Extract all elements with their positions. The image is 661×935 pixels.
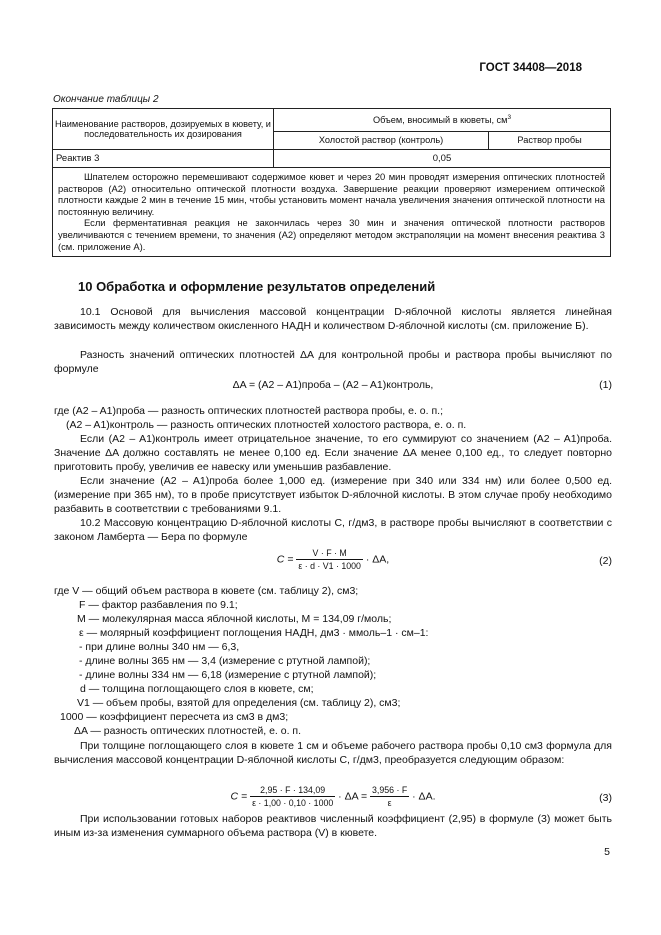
reagent-3-label: Реактив 3 [53, 150, 274, 168]
table-note [53, 168, 611, 257]
definition-F: F — фактор разбавления по 9.1; [79, 599, 238, 611]
definition-V1: V1 — объем пробы, взятой для определения (см. таблицу 2), см3; [77, 697, 401, 709]
where-line-1: где (A2 – A1)проба — разность оптических плотностей раствора пробы, е. о. п.; [54, 405, 443, 417]
formula-3-number: (3) [599, 792, 612, 804]
definition-d: d — толщина поглощающего слоя в кювете, см; [80, 683, 314, 695]
table-note-row [53, 168, 611, 257]
formula-2 [54, 546, 612, 576]
solutions-column-header: Наименование растворов, дозируемых в кювету, и последовательность их дозирования [53, 109, 274, 150]
blank-solution-header: Холостой раствор (контроль) [274, 131, 489, 149]
definition-epsilon: ε — молярный коэффициент поглощения НАДН, дм3 · ммоль–1 · см–1: [79, 627, 429, 639]
section-heading: 10 Обработка и оформление результатов определений [78, 279, 436, 294]
reagent-table [52, 108, 611, 257]
definition-epsilon-340: - при длине волны 340 нм — 6,3, [79, 641, 240, 653]
paragraph-negative: Если (A2 – A1)контроль имеет отрицательное значение, то его суммируют со значением (A2 – A1)проба. Значение ΔA должно составлять не менее 0,100 ед. Если значение ΔA менее 0,100 ед., то следует повторно приготовить пробу, увеличив ее навеску или уменьшив разбавление. [54, 433, 612, 474]
reagent-3-volume: 0,05 [274, 150, 611, 168]
formula-2-number: (2) [599, 555, 612, 567]
definition-1000: 1000 — коэффициент пересчета из см3 в дм3; [60, 711, 289, 723]
sample-solution-header: Раствор пробы [489, 131, 611, 149]
paragraph-difference: Разность значений оптических плотностей ΔA для контрольной пробы и раствора пробы вычисляют по формуле [54, 349, 612, 376]
formula-2-fraction: $\frac{V \cdot F \cdot M}{\varepsilon \cdot d \cdot V1 \cdot 1000}$ [298, 548, 361, 571]
table-continuation-caption: Окончание таблицы 2 [53, 94, 159, 105]
paragraph-excess: Если значение (A2 – A1)проба более 1,000 ед. (измерение при 340 или 334 нм) или более 0,500 ед. (измерение при 365 нм), то в пробе присутствует избыток D-яблочной кислоты. В этом случае пробу необходимо разбавить в соответствии с требованиями 9.1. [54, 475, 612, 516]
standard-number: ГОСТ 34408—2018 [479, 62, 582, 74]
paragraph-ready-kits: При использовании готовых наборов реактивов численный коэффициент (2,95) в формуле (3) может быть иным из-за изменения суммарного объема раствора (V) в кювете. [54, 813, 612, 840]
paragraph-10-1: 10.1 Основой для вычисления массовой концентрации D-яблочной кислоты является линейная зависимость между количеством окисленного НАДН и количеством D-яблочной кислоты (см. приложение Б). [54, 306, 612, 333]
definition-delta-A: ΔA — разность оптических плотностей, е. о. п. [74, 725, 302, 737]
table-header-row [53, 109, 611, 132]
definition-M: M — молекулярная масса яблочной кислоты, M = 134,09 г/моль; [77, 613, 392, 625]
formula-2-expression: C = $\frac{V \cdot F \cdot M}{\varepsilon \cdot d \cdot V1 \cdot 1000}$ · ΔA, [276, 548, 390, 571]
definition-epsilon-334: - длине волны 334 нм — 6,18 (измерение с ртутной лампой); [79, 669, 377, 681]
paragraph-10-2: 10.2 Массовую концентрацию D-яблочной кислоты C, г/дм3, в растворе пробы вычисляют в соответствии с законом Ламберта — Бера по формуле [54, 517, 612, 544]
formula-1 [54, 378, 612, 396]
volume-column-header: Объем, вносимый в кюветы, $см^3$ [274, 109, 611, 132]
formula-1-expression: ΔA = (A2 – A1)проба – (A2 – A1)контроль, [232, 379, 434, 391]
where-line-2: (A2 – A1)контроль — разность оптических плотностей холостого раствора, е. о. п. [66, 419, 467, 431]
formula-3-fraction-2: $\frac{3,956 \cdot F}{\varepsilon}$ [372, 785, 408, 808]
formula-3-fraction-1: $\frac{2,95 \cdot F \cdot 134,09}{\varepsilon \cdot 1,00 \cdot 0,10 \cdot 1000}$ [252, 785, 334, 808]
formula-3-expression: C = $\frac{2,95 \cdot F \cdot 134,09}{\varepsilon \cdot 1,00 \cdot 0,10 \cdot 1000}$ · ΔA = $\frac{3,956 \cdot F}{\varepsilon}$ · ΔA. [230, 785, 436, 808]
table-row [53, 150, 611, 168]
formula-3 [54, 783, 612, 813]
paragraph-thickness: При толщине поглощающего слоя в кювете 1 см и объеме рабочего раствора пробы 0,10 см3 формула для вычисления массовой концентрации D-яблочной кислоты C, г/дм3, преобразуется следующим образом: [54, 740, 612, 767]
page-number: 5 [604, 846, 610, 858]
table-note-paragraph-2: Если ферментативная реакция не закончилась через 30 мин и значения оптической плотности растворов увеличиваются с течением времени, то значения (A2) определяют методом экстраполяции на момент внесения реактива 3 (см. приложение А). [58, 217, 605, 252]
definition-epsilon-365: - длине волны 365 нм — 3,4 (измерение с ртутной лампой); [79, 655, 371, 667]
formula-1-number: (1) [599, 379, 612, 391]
table-note-paragraph-1: Шпателем осторожно перемешивают содержимое кювет и через 20 мин проводят измерения оптических плотностей растворов (A2) относительно оптической плотности воздуха. Завершение реакции проверяют измерением оптической плотности каждые 2 мин в течение 15 мин, чтобы установить момент начала увеличения значения оптической плотности на постоянную величину. [58, 171, 605, 217]
definition-V: где V — общий объем раствора в кювете (см. таблицу 2), см3; [54, 585, 359, 597]
